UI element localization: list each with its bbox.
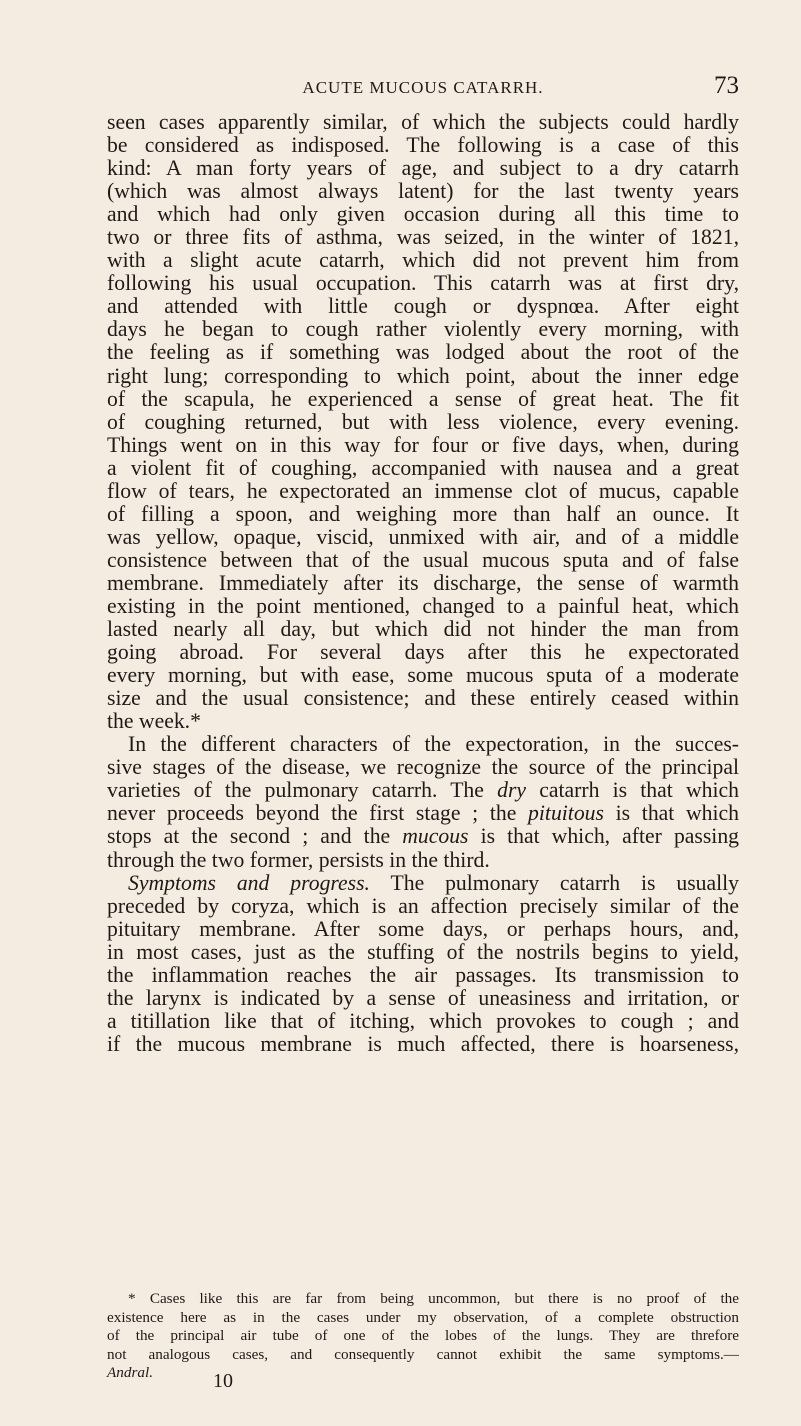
text-line: in most cases, just as the stuffing of the nostrils begins to yield,: [107, 939, 739, 964]
section-heading: Symptoms and progress.: [128, 870, 370, 895]
footnote-line: of the principal air tube of one of the lobes of the lungs. They are threfore: [107, 1327, 739, 1345]
text-line: the feeling as if something was lodged about the root of the: [107, 340, 739, 365]
text-line: never proceeds beyond the first stage ; the pituitous is that which: [107, 801, 740, 826]
footnote-line: not analogous cases, and consequently cannot exhibit the same symptoms.—: [107, 1345, 739, 1363]
text-line: was yellow, opaque, viscid, unmixed with air, and of a middle: [107, 524, 739, 549]
emphasis-pituitous: pituitous: [528, 801, 604, 826]
text-line: lasted nearly all day, but which did not hinder the man from: [107, 617, 739, 642]
running-head: ACUTE MUCOUS CATARRH.: [302, 78, 544, 97]
text-line: sive stages of the disease, we recognize the source of the principal: [107, 755, 739, 780]
text-line: the larynx is indicated by a sense of uneasiness and irritation, or: [107, 985, 739, 1010]
text-line: (which was almost always latent) for the last twenty years: [107, 179, 739, 204]
text-line: In the different characters of the expectoration, in the succes-: [128, 732, 739, 757]
text-line: and attended with little cough or dyspnœa. After eight: [107, 294, 739, 319]
text-line: of coughing returned, but with less violence, every evening.: [107, 409, 739, 434]
text-line: if the mucous membrane is much affected, there is hoarseness,: [107, 1031, 739, 1056]
footnote: [107, 1290, 739, 1383]
text-line: of filling a spoon, and weighing more than half an ounce. It: [107, 501, 739, 526]
text-line: a titillation like that of itching, which provokes to cough ; and: [107, 1008, 739, 1033]
text-line: kind: A man forty years of age, and subject to a dry catarrh: [107, 156, 739, 181]
text-line: existing in the point mentioned, changed to a painful heat, which: [107, 593, 739, 618]
page-number: 73: [714, 72, 739, 99]
text-line: two or three fits of asthma, was seized, in the winter of 1821,: [107, 225, 739, 250]
body-text: [107, 111, 739, 1056]
text-line: through the two former, persists in the third.: [107, 847, 490, 872]
text-line: consistence between that of the usual mucous sputa and of false: [107, 547, 739, 572]
text-line: Things went on in this way for four or five days, when, during: [107, 432, 739, 457]
text-line: a violent fit of coughing, accompanied with nausea and a great: [107, 455, 739, 480]
footnote-signature: Andral.: [107, 1364, 153, 1382]
text-line: Symptoms and progress. The pulmonary catarrh is usually: [128, 870, 740, 895]
text-line: varieties of the pulmonary catarrh. The dry catarrh is that which: [107, 778, 740, 803]
footnote-line: existence here as in the cases under my observation, of a complete obstruction: [107, 1308, 739, 1326]
page-header: [107, 74, 739, 104]
text-line: going abroad. For several days after this he expectorated: [107, 640, 739, 665]
signature-mark: 10: [213, 1370, 233, 1392]
text-line: stops at the second ; and the mucous is that which, after passing: [107, 824, 740, 849]
text-line: be considered as indisposed. The following is a case of this: [107, 133, 739, 158]
text-line: the week.*: [107, 709, 201, 734]
text-line: of the scapula, he experienced a sense of great heat. The fit: [107, 386, 739, 411]
text-line: preceded by coryza, which is an affection precisely similar of the: [107, 893, 739, 918]
text-line: size and the usual consistence; and these entirely ceased within: [107, 686, 739, 711]
footnote-line: * Cases like this are far from being uncommon, but there is no proof of the: [128, 1290, 739, 1307]
text-line: flow of tears, he expectorated an immense clot of mucus, capable: [107, 478, 739, 503]
emphasis-dry: dry: [497, 778, 527, 803]
text-line: following his usual occupation. This catarrh was at first dry,: [107, 271, 739, 296]
text-line: right lung; corresponding to which point, about the inner edge: [107, 363, 739, 388]
text-line: the inflammation reaches the air passages. Its transmission to: [107, 962, 739, 987]
text-line: and which had only given occasion during all this time to: [107, 202, 739, 227]
text-line: every morning, but with ease, some mucous sputa of a moderate: [107, 663, 739, 688]
text-line: membrane. Immediately after its discharge, the sense of warmth: [107, 570, 739, 595]
text-line: pituitary membrane. After some days, or perhaps hours, and,: [107, 916, 739, 941]
text-line: days he began to cough rather violently every morning, with: [107, 317, 739, 342]
text-line: with a slight acute catarrh, which did not prevent him from: [107, 248, 739, 273]
text-line: seen cases apparently similar, of which the subjects could hardly: [107, 110, 739, 134]
emphasis-mucous: mucous: [402, 824, 469, 849]
